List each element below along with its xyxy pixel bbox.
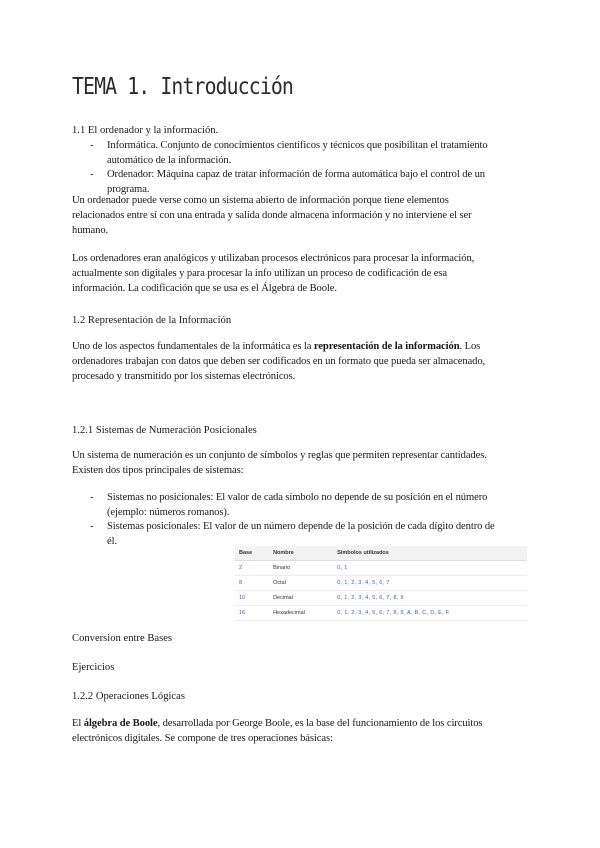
text-run: El <box>72 718 84 729</box>
subheading-ejercicios: Ejercicios <box>72 662 115 673</box>
table-header-cell: Base <box>235 546 269 561</box>
paragraph-line: procesado y transmitido por los sistemas electrónicos. <box>72 371 296 382</box>
table-cell-name: Hexadecimal <box>269 606 333 621</box>
text-run: Uno de los aspectos fundamentales de la informática es la <box>72 341 314 352</box>
table-cell-symbols: 0, 1 <box>333 561 527 576</box>
table-cell-base: 16 <box>235 606 269 621</box>
paragraph-line: electrónicos digitales. Se compone de tres operaciones básicas: <box>72 733 333 744</box>
paragraph-representacion <box>72 339 485 384</box>
list-item-line: Informática. Conjunto de conocimientos científicos y técnicos que posibilitan el tratamiento <box>107 140 488 151</box>
paragraph-line: Un ordenador puede verse como un sistema abierto de información porque tiene elementos <box>72 195 449 206</box>
section-heading-1-2-2: 1.2.2 Operaciones Lógicas <box>72 691 185 702</box>
bases-table <box>235 546 527 621</box>
paragraph-line <box>72 716 482 731</box>
list-dash: - <box>90 169 94 180</box>
table-row <box>235 561 527 576</box>
paragraph-line: Un sistema de numeración es un conjunto de símbolos y reglas que permiten representar cantidades. <box>72 450 487 461</box>
table-cell-symbols: 0, 1, 2, 3, 4, 5, 6, 7, 8, 9 <box>333 591 527 606</box>
paragraph-sistema-numeracion <box>72 448 487 478</box>
list-item-line: Sistemas no posicionales: El valor de cada símbolo no depende de su posición en el número <box>107 492 488 503</box>
text-run: , desarrollada por George Boole, es la base del funcionamiento de los circuitos <box>157 718 483 729</box>
table-row <box>235 591 527 606</box>
list-dash: - <box>90 140 94 151</box>
text-run: . Los <box>459 341 481 352</box>
paragraph-line: Los ordenadores eran analógicos y utilizaban procesos electrónicos para procesar la información, <box>72 253 475 264</box>
list-item-line: Sistemas posicionales: El valor de un número depende de la posición de cada dígito dentro de <box>107 521 495 532</box>
table-cell-base: 10 <box>235 591 269 606</box>
paragraph-line: actualmente son digitales y para procesar la info utilizan un proceso de codificación de esa <box>72 268 447 279</box>
paragraph-line: Existen dos tipos principales de sistemas: <box>72 465 244 476</box>
paragraph-sistema-abierto <box>72 193 472 238</box>
list-item-line: programa. <box>107 184 150 195</box>
table-header-cell: Nombre <box>269 546 333 561</box>
table-cell-base: 8 <box>235 576 269 591</box>
section-heading-1-2: 1.2 Representación de la Información <box>72 315 232 326</box>
paragraph-line: humano. <box>72 225 109 236</box>
section-heading-1-2-1: 1.2.1 Sistemas de Numeración Posicionales <box>72 425 257 436</box>
list-item-line: Ordenador: Máquina capaz de tratar información de forma automática bajo el control de un <box>107 169 486 180</box>
list-item-line: automático de la información. <box>107 155 232 166</box>
document-title: TEMA 1. Introducción <box>72 74 293 100</box>
list-item-line: (ejemplo: números romanos). <box>107 507 230 518</box>
table-header-cell: Símbolos utilizados <box>333 546 527 561</box>
list-dash: - <box>90 492 94 503</box>
table-row <box>235 606 527 621</box>
paragraph-analogicos <box>72 251 474 296</box>
list-dash: - <box>90 521 94 532</box>
table-cell-name: Binario <box>269 561 333 576</box>
list-item-informatica <box>107 138 527 168</box>
paragraph-line: relacionados entre sí con una entrada y salida donde almacena información y no interviene el ser <box>72 210 472 221</box>
table-cell-symbols: 0, 1, 2, 3, 4, 5, 6, 7 <box>333 576 527 591</box>
subheading-conversion: Conversion entre Bases <box>72 633 173 644</box>
list-item-line: él. <box>107 536 117 547</box>
table-cell-name: Octal <box>269 576 333 591</box>
list-item-posicionales <box>107 519 527 549</box>
paragraph-algebra-boole <box>72 716 482 746</box>
list-item-no-posicionales <box>107 490 527 520</box>
section-heading-1-1: 1.1 El ordenador y la información. <box>72 125 219 136</box>
bold-term: álgebra de Boole <box>83 718 158 729</box>
bold-term: representación de la información <box>313 341 460 352</box>
table-cell-symbols: 0, 1, 2, 3, 4, 5, 6, 7, 8, 9, A, B, C, D, E, F <box>333 606 527 621</box>
table-cell-name: Decimal <box>269 591 333 606</box>
paragraph-line <box>72 339 485 354</box>
paragraph-line: ordenadores trabajan con datos que deben ser codificados en un formato que pueda ser almacenado, <box>72 356 486 367</box>
table-cell-base: 2 <box>235 561 269 576</box>
table-row <box>235 576 527 591</box>
paragraph-line: información. La codificación que se usa es el Álgebra de Boole. <box>72 283 337 294</box>
table-header-row <box>235 546 527 561</box>
